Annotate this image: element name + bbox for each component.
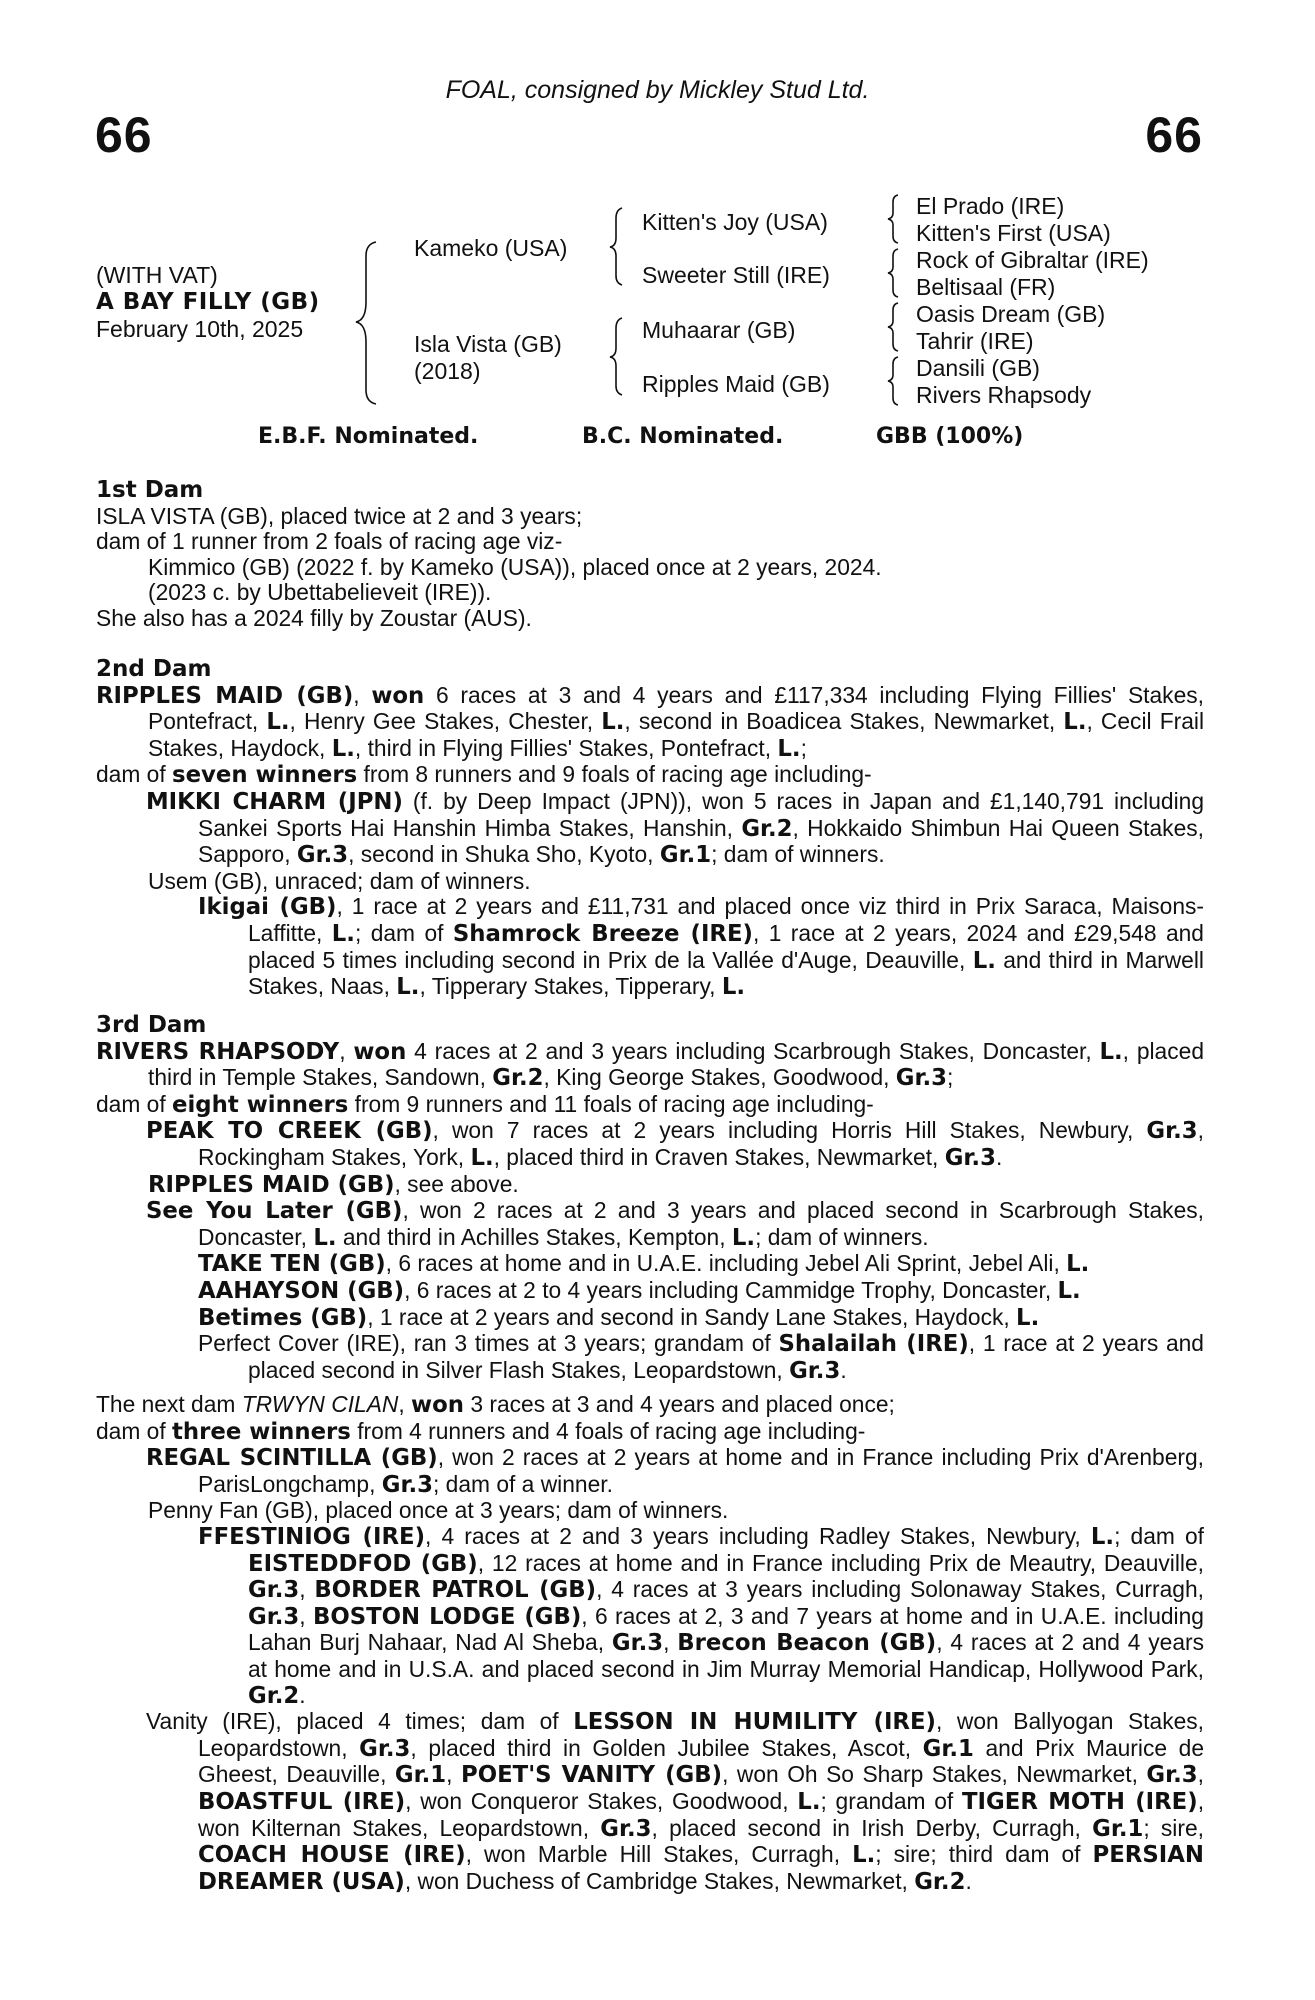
first-dam-line-4: (2023 c. by Ubettabelieveit (IRE)). bbox=[148, 579, 492, 606]
text-run: . bbox=[840, 1356, 847, 1383]
text-run: , 1 race at 2 years and second in Sandy Lane Stakes, Haydock, bbox=[367, 1303, 1017, 1330]
bold-text: L. bbox=[1099, 1038, 1123, 1065]
bold-text: BORDER PATROL (GB) bbox=[314, 1577, 597, 1604]
text-run: , won 2 races at 2 years at home and in France including Prix d'Arenberg, ParisLongchamp, bbox=[198, 1444, 1204, 1497]
text-run: , won Ballyogan Stakes, Leopardstown, bbox=[198, 1708, 1204, 1761]
bold-text: Brecon Beacon (GB) bbox=[677, 1630, 937, 1657]
dam-name: Isla Vista (GB) bbox=[414, 331, 562, 357]
bold-text: TIGER MOTH (IRE) bbox=[962, 1788, 1198, 1815]
bold-text: won bbox=[411, 1392, 464, 1418]
bold-text: L. bbox=[396, 974, 420, 1001]
text-run: ; sire; third dam of bbox=[875, 1841, 1093, 1868]
bold-text: eight winners bbox=[172, 1091, 349, 1118]
text-run: ; dam of winners. bbox=[755, 1223, 929, 1250]
text-run: , 6 races at 2, 3 and 7 years at home and in U.A.E. including Lahan Burj Nahaar, Nad Al Sheba, bbox=[248, 1602, 1204, 1656]
next-dam-para-3 bbox=[96, 1445, 1204, 1498]
pedigree-bracket-g3-1 bbox=[888, 193, 908, 245]
text-run: , bbox=[353, 681, 372, 708]
bold-text: BOASTFUL (IRE) bbox=[198, 1788, 406, 1815]
bold-text: Ikigai (GB) bbox=[198, 894, 337, 921]
bold-text: L. bbox=[797, 1788, 821, 1815]
bold-text: RIPPLES MAID (GB) bbox=[96, 682, 354, 709]
text-run: , Cecil Frail Stakes, Haydock, bbox=[148, 708, 1205, 761]
bold-text: L. bbox=[331, 920, 355, 947]
bold-text: TAKE TEN (GB) bbox=[198, 1251, 386, 1278]
gbb-status: GBB (100%) bbox=[876, 424, 1024, 449]
bold-text: Betimes (GB) bbox=[198, 1304, 368, 1331]
bold-text: Gr.2 bbox=[248, 1682, 300, 1709]
third-dam-para-3 bbox=[96, 1118, 1204, 1171]
text-run: and third in Achilles Stakes, Kempton, bbox=[336, 1223, 732, 1250]
pedigree-g2-2: Sweeter Still (IRE) bbox=[642, 262, 830, 288]
bold-text: Gr.2 bbox=[492, 1065, 544, 1092]
bold-text: Gr.1 bbox=[922, 1735, 974, 1762]
text-run: ; sire, bbox=[1143, 1814, 1204, 1841]
next-dam-para-4 bbox=[96, 1498, 1204, 1524]
lot-subject: A BAY FILLY (GB) bbox=[96, 289, 320, 315]
first-dam-line-2: dam of 1 runner from 2 foals of racing age viz- bbox=[96, 528, 563, 555]
text-run: , bbox=[398, 1391, 412, 1417]
pedigree-bracket-g3-4 bbox=[888, 355, 908, 407]
next-dam-para-6 bbox=[96, 1709, 1204, 1895]
second-dam-para-3 bbox=[96, 789, 1204, 869]
foaling-date: February 10th, 2025 bbox=[96, 316, 304, 342]
first-dam-heading: 1st Dam bbox=[96, 477, 204, 503]
second-dam-para-2 bbox=[96, 762, 1204, 789]
bold-text: Gr.3 bbox=[381, 1471, 433, 1498]
lot-number-left: 66 bbox=[95, 107, 153, 163]
text-run: dam of bbox=[96, 761, 173, 788]
text-run: , placed third in Craven Stakes, Newmarket, bbox=[493, 1143, 945, 1170]
bold-text: Gr.3 bbox=[248, 1603, 300, 1630]
bold-text: Gr.3 bbox=[359, 1735, 411, 1762]
bold-text: REGAL SCINTILLA (GB) bbox=[146, 1445, 438, 1472]
lot-number-right: 66 bbox=[1145, 107, 1203, 163]
text-run: , King George Stakes, Goodwood, bbox=[543, 1064, 896, 1091]
text-run: , 4 races at 2 and 4 years at home and in U.S.A. and placed second in Jim Murray Memorial Handicap, Hollywood Park, bbox=[248, 1629, 1204, 1682]
next-dam-para-1 bbox=[96, 1392, 1204, 1419]
bold-text: L. bbox=[313, 1224, 337, 1251]
text-run: , 12 races at home and in France including Prix de Meautry, Deauville, bbox=[477, 1549, 1204, 1576]
bold-text: seven winners bbox=[172, 762, 358, 789]
text-run: . bbox=[299, 1681, 306, 1708]
pedigree-bracket-dam bbox=[612, 316, 632, 396]
text-run: , Hokkaido Shimbun Hai Queen Stakes, Sapporo, bbox=[198, 814, 1204, 868]
text-run: Penny Fan (GB), placed once at 3 years; dam of winners. bbox=[148, 1497, 729, 1524]
text-run: from 8 runners and 9 foals of racing age including- bbox=[357, 761, 872, 788]
text-run: , won 7 races at 2 years including Horris Hill Stakes, Newbury, bbox=[432, 1117, 1147, 1144]
pedigree-g3-3: Rock of Gibraltar (IRE) bbox=[916, 247, 1149, 273]
bold-text: PEAK TO CREEK (GB) bbox=[146, 1118, 433, 1145]
pedigree-g3-5: Oasis Dream (GB) bbox=[916, 301, 1106, 327]
third-dam-para-9 bbox=[96, 1331, 1204, 1384]
vat-note: (WITH VAT) bbox=[96, 262, 218, 288]
text-run: ; grandam of bbox=[820, 1787, 962, 1814]
bold-text: Gr.3 bbox=[611, 1630, 664, 1657]
bold-text: L. bbox=[972, 947, 996, 974]
pedigree-g3-1: El Prado (IRE) bbox=[916, 193, 1065, 219]
next-dam-para-2 bbox=[96, 1419, 1204, 1446]
text-run: ; bbox=[947, 1064, 954, 1091]
bold-text: won bbox=[353, 1038, 407, 1065]
bold-text: Gr.3 bbox=[1146, 1118, 1198, 1145]
text-run: , won Oh So Sharp Stakes, Newmarket, bbox=[722, 1761, 1147, 1788]
bold-text: L. bbox=[721, 974, 746, 1001]
text-run: , second in Boadicea Stakes, Newmarket, bbox=[624, 708, 1064, 735]
text-run: dam of bbox=[96, 1090, 173, 1117]
pedigree-g3-2: Kitten's First (USA) bbox=[916, 220, 1111, 246]
text-run: , 4 races at 2 and 3 years including Radley Stakes, Newbury, bbox=[425, 1522, 1091, 1549]
text-run: , 1 race at 2 years, 2024 and £29,548 and placed 5 times including second in Prix de la Vallée d'Auge, Deauville, bbox=[248, 919, 1204, 973]
second-dam-section bbox=[96, 657, 1204, 1001]
third-dam-para-4 bbox=[96, 1172, 1204, 1199]
bold-text: L. bbox=[601, 709, 625, 736]
pedigree-bracket-g3-3 bbox=[888, 301, 908, 353]
dam-year: (2018) bbox=[414, 358, 481, 384]
text-run: , 6 races at home and in U.A.E. including Jebel Ali Sprint, Jebel Ali, bbox=[385, 1250, 1067, 1277]
text-run: , won Duchess of Cambridge Stakes, Newmarket, bbox=[404, 1867, 915, 1894]
text-run: and Prix Maurice de Gheest, Deauville, bbox=[198, 1734, 1204, 1788]
bold-text: L. bbox=[852, 1842, 876, 1869]
bold-text: Gr.3 bbox=[944, 1144, 996, 1171]
next-dam-para-5 bbox=[96, 1524, 1204, 1709]
bold-text: POET'S VANITY (GB) bbox=[460, 1762, 723, 1789]
bold-text: Gr.3 bbox=[248, 1577, 300, 1604]
second-dam-para-5 bbox=[96, 894, 1204, 1000]
bold-text: L. bbox=[331, 735, 355, 762]
bold-text: L. bbox=[731, 1224, 756, 1251]
next-dam-section bbox=[96, 1392, 1204, 1895]
text-run: ; dam of a winner. bbox=[432, 1470, 613, 1497]
text-run: , see above. bbox=[394, 1170, 519, 1197]
third-dam-para-7 bbox=[96, 1278, 1204, 1305]
third-dam-para-2 bbox=[96, 1092, 1204, 1119]
pedigree-g3-4: Beltisaal (FR) bbox=[916, 274, 1056, 300]
bold-text: L. bbox=[266, 709, 290, 736]
text-run: ; dam of bbox=[1114, 1522, 1204, 1549]
sire-name: Kameko (USA) bbox=[414, 235, 568, 261]
text-run: ; bbox=[800, 734, 807, 761]
text-run: , 1 race at 2 years and £11,731 and placed once viz third in Prix Saraca, Maisons-Laffitte, bbox=[248, 893, 1204, 946]
text-run: ; dam of bbox=[354, 919, 453, 946]
text-run: , bbox=[1197, 1761, 1204, 1788]
bold-text: Gr.3 bbox=[296, 842, 349, 869]
text-run: , won Marble Hill Stakes, Curragh, bbox=[465, 1841, 853, 1868]
text-run: Perfect Cover (IRE), ran 3 times at 3 years; grandam of bbox=[198, 1330, 779, 1357]
third-dam-section bbox=[96, 1013, 1204, 1384]
text-run: Vanity (IRE), placed 4 times; dam of bbox=[146, 1708, 574, 1735]
second-dam-heading: 2nd Dam bbox=[96, 656, 212, 682]
ebf-nomination: E.B.F. Nominated. bbox=[258, 424, 479, 449]
bold-text: Gr.3 bbox=[789, 1357, 841, 1384]
text-run: from 9 runners and 11 foals of racing age including- bbox=[348, 1090, 874, 1117]
text-run: , placed second in Irish Derby, Curragh, bbox=[651, 1814, 1093, 1841]
text-run: 3 races at 3 and 4 years and placed once; bbox=[464, 1391, 895, 1417]
bold-text: AAHAYSON (GB) bbox=[198, 1277, 405, 1304]
bc-nomination: B.C. Nominated. bbox=[582, 424, 784, 449]
text-run: , bbox=[299, 1576, 315, 1603]
third-dam-para-5 bbox=[96, 1198, 1204, 1251]
bold-text: Shamrock Breeze (IRE) bbox=[452, 920, 753, 947]
bold-text: Gr.1 bbox=[659, 842, 712, 869]
bold-text: Gr.2 bbox=[741, 815, 793, 842]
third-dam-para-1 bbox=[96, 1039, 1204, 1092]
text-run: , Henry Gee Stakes, Chester, bbox=[289, 708, 602, 735]
bold-text: BOSTON LODGE (GB) bbox=[312, 1603, 582, 1630]
bold-text: L. bbox=[1066, 1251, 1090, 1278]
first-dam-line-5: She also has a 2024 filly by Zoustar (AUS). bbox=[96, 604, 532, 631]
text-run: and third in Marwell Stakes, Naas, bbox=[248, 946, 1204, 1000]
bold-text: Gr.3 bbox=[1146, 1762, 1198, 1789]
bold-text: L. bbox=[470, 1144, 494, 1171]
text-run: . bbox=[965, 1867, 972, 1894]
text-run: , third in Flying Fillies' Stakes, Pontefract, bbox=[354, 734, 778, 761]
bold-text: Gr.2 bbox=[914, 1868, 966, 1895]
pedigree-g3-6: Tahrir (IRE) bbox=[916, 328, 1034, 354]
bold-text: Shalailah (IRE) bbox=[778, 1331, 969, 1358]
bold-text: COACH HOUSE (IRE) bbox=[198, 1842, 466, 1869]
bold-text: Gr.3 bbox=[895, 1065, 948, 1092]
bold-text: three winners bbox=[172, 1418, 351, 1445]
text-run: , 6 races at 2 to 4 years including Cammidge Trophy, Doncaster, bbox=[404, 1276, 1058, 1303]
bold-text: RIVERS RHAPSODY bbox=[96, 1038, 340, 1065]
bold-text: L. bbox=[1057, 1277, 1081, 1304]
text-run: , Rockingham Stakes, York, bbox=[198, 1117, 1204, 1170]
text-run: from 4 runners and 4 foals of racing age including- bbox=[350, 1417, 866, 1444]
bold-text: MIKKI CHARM (JPN) bbox=[146, 788, 403, 815]
bold-text: FFESTINIOG (IRE) bbox=[198, 1523, 425, 1550]
bold-text: PERSIAN DREAMER (USA) bbox=[198, 1842, 1204, 1895]
bold-text: LESSON IN HUMILITY (IRE) bbox=[573, 1709, 936, 1736]
text-run: , bbox=[339, 1037, 354, 1064]
bold-text: L. bbox=[1090, 1523, 1115, 1550]
text-run: , second in Shuka Sho, Kyoto, bbox=[348, 841, 660, 868]
bold-text: See You Later (GB) bbox=[146, 1198, 403, 1225]
text-run: 6 races at 3 and 4 years and £117,334 including Flying Fillies' Stakes, Pontefract, bbox=[148, 681, 1204, 735]
consignor-line: FOAL, consigned by Mickley Stud Ltd. bbox=[445, 76, 870, 104]
second-dam-para-4 bbox=[96, 869, 1204, 895]
text-run: 4 races at 2 and 3 years including Scarbrough Stakes, Doncaster, bbox=[406, 1037, 1100, 1064]
pedigree-bracket-g3-2 bbox=[888, 247, 908, 299]
first-dam-line-3: Kimmico (GB) (2022 f. by Kameko (USA)), placed once at 2 years, 2024. bbox=[148, 553, 882, 580]
third-dam-heading: 3rd Dam bbox=[96, 1012, 207, 1038]
text-run: , 1 race at 2 years and placed second in Silver Flash Stakes, Leopardstown, bbox=[248, 1330, 1204, 1383]
text-run: , won Conqueror Stakes, Goodwood, bbox=[405, 1787, 798, 1814]
first-dam-line-1: ISLA VISTA (GB), placed twice at 2 and 3 years; bbox=[96, 502, 583, 529]
bold-text: Gr.3 bbox=[600, 1815, 652, 1842]
text-run: , bbox=[663, 1629, 678, 1656]
pedigree-g3-8: Rivers Rhapsody bbox=[916, 382, 1092, 408]
text-run: , Tipperary Stakes, Tipperary, bbox=[419, 973, 722, 1000]
text-run: , 4 races at 3 years including Solonaway Stakes, Curragh, bbox=[596, 1576, 1204, 1603]
pedigree-bracket-sire bbox=[612, 206, 632, 286]
italic-text: TRWYN CILAN bbox=[241, 1391, 399, 1417]
bold-text: EISTEDDFOD (GB) bbox=[248, 1550, 478, 1577]
text-run: ; dam of winners. bbox=[711, 841, 885, 868]
text-run: . bbox=[995, 1143, 1003, 1170]
text-run: dam of bbox=[96, 1417, 173, 1444]
bold-text: L. bbox=[777, 735, 801, 762]
text-run: , bbox=[299, 1602, 313, 1629]
first-dam-section bbox=[96, 478, 1204, 632]
third-dam-para-6 bbox=[96, 1251, 1204, 1278]
text-run: , won Kilternan Stakes, Leopardstown, bbox=[198, 1787, 1205, 1841]
text-run: The next dam bbox=[96, 1391, 242, 1417]
second-dam-para-1 bbox=[96, 683, 1204, 763]
bold-text: Gr.1 bbox=[394, 1762, 447, 1789]
bold-text: won bbox=[371, 682, 425, 709]
text-run: , bbox=[446, 1761, 461, 1788]
bold-text: RIPPLES MAID (GB) bbox=[148, 1171, 395, 1198]
pedigree-g2-4: Ripples Maid (GB) bbox=[642, 371, 830, 397]
text-run: , placed third in Golden Jubilee Stakes, Ascot, bbox=[410, 1734, 923, 1761]
text-run: (f. by Deep Impact (JPN)), won 5 races in Japan and £1,140,791 including Sankei Sports Hai Hanshin Himba Stakes, Hanshin, bbox=[198, 787, 1204, 841]
pedigree-bracket-main bbox=[362, 240, 392, 405]
pedigree-g3-7: Dansili (GB) bbox=[916, 355, 1040, 381]
text-run: , placed third in Temple Stakes, Sandown, bbox=[148, 1037, 1204, 1091]
text-run: Usem (GB), unraced; dam of winners. bbox=[148, 867, 531, 894]
text-run: , won 2 races at 2 and 3 years and placed second in Scarbrough Stakes, Doncaster, bbox=[198, 1197, 1204, 1250]
pedigree-g2-1: Kitten's Joy (USA) bbox=[642, 209, 828, 235]
bold-text: Gr.1 bbox=[1092, 1815, 1144, 1842]
bold-text: L. bbox=[1016, 1304, 1040, 1331]
third-dam-para-8 bbox=[96, 1305, 1204, 1332]
bold-text: L. bbox=[1063, 709, 1087, 736]
pedigree-g2-3: Muhaarar (GB) bbox=[642, 317, 796, 343]
